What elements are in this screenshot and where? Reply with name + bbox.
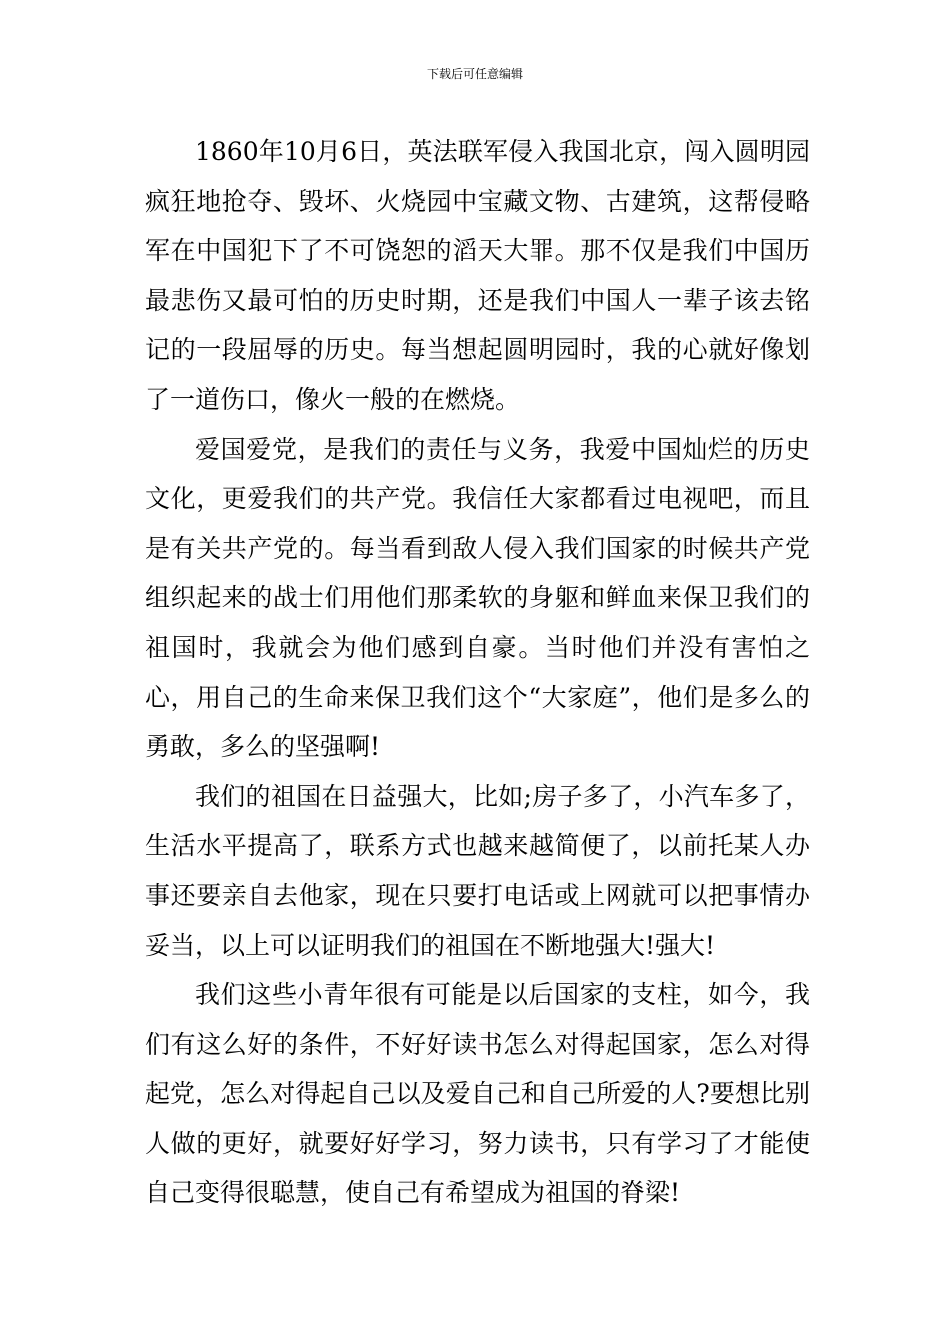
- paragraph-3: 我们的祖国在日益强大，比如;房子多了，小汽车多了，生活水平提高了，联系方式也越来越简便了，以前托某人办事还要亲自去他家，现在只要打电话或上网就可以把事情办妥当，以上可以证明我们的祖国在不断地强大!强大!: [145, 781, 810, 960]
- paragraph-1: 1860年10月6日，英法联军侵入我国北京，闯入圆明园疯狂地抢夺、毁坏、火烧园中宝藏文物、古建筑，这帮侵略军在中国犯下了不可饶恕的滔天大罪。那不仅是我们中国历最悲伤又最可怕的历史时期，还是我们中国人一辈子该去铭记的一段屈辱的历史。每当想起圆明园时，我的心就好像划了一道伤口，像火一般的在燃烧。: [145, 137, 810, 414]
- header-note: 下载后可任意编辑: [426, 67, 523, 81]
- paragraph-2: 爱国爱党，是我们的责任与义务，我爱中国灿烂的历史文化，更爱我们的共产党。我信任大家都看过电视吧，而且是有关共产党的。每当看到敌人侵入我们国家的时候共产党组织起来的战士们用他们那柔软的身躯和鲜血来保卫我们的祖国时，我就会为他们感到自豪。当时他们并没有害怕之心，用自己的生命来保卫我们这个“大家庭”，他们是多么的勇敢，多么的坚强啊!: [145, 434, 810, 762]
- document-body: [145, 127, 810, 1218]
- paragraph-4: 我们这些小青年很有可能是以后国家的支柱，如今，我们有这么好的条件，不好好读书怎么对得起国家，怎么对得起党，怎么对得起自己以及爱自己和自己所爱的人?要想比别人做的更好，就要好好学习，努力读书，只有学习了才能使自己变得很聪慧，使自己有希望成为祖国的脊梁!: [145, 980, 810, 1208]
